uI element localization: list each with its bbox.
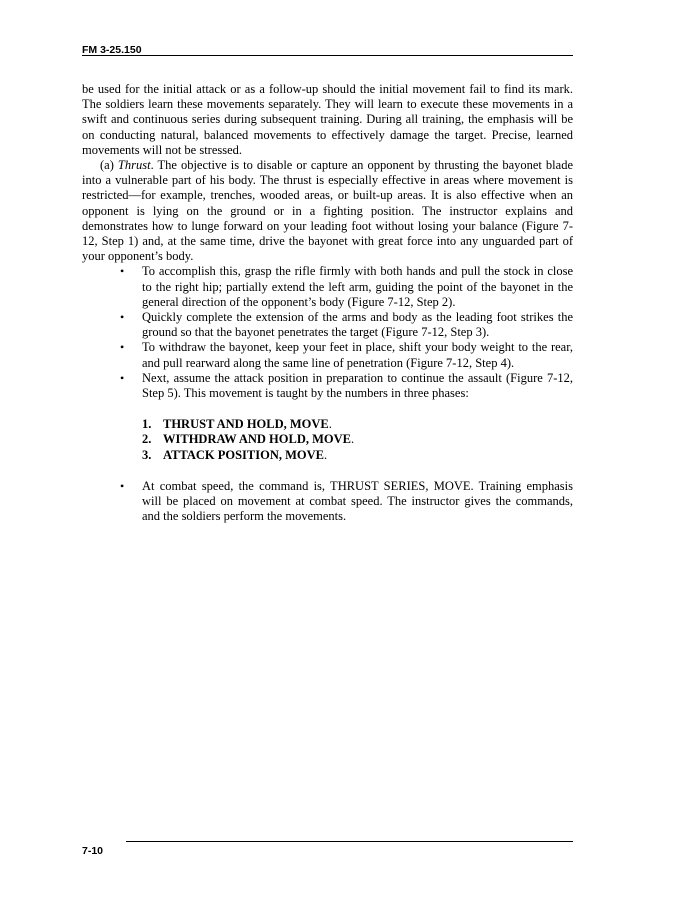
paragraph-thrust: [82, 158, 573, 264]
page-body: [82, 82, 573, 524]
document-id: FM 3-25.150: [82, 44, 142, 56]
list-item: [82, 340, 573, 370]
phase-command: THRUST AND HOLD, MOVE.: [163, 417, 332, 432]
phase-command: ATTACK POSITION, MOVE.: [163, 447, 328, 462]
paragraph-continuation: be used for the initial attack or as a follow-up should the initial movement fail to find its mark. The soldiers learn these movements separately. They will learn to execute these movements in a swift and continuous series during subsequent training. During all training, the emphasis will be on conducting natural, balanced movements to effectively damage the target. Precise, learned movements will not be stressed.: [82, 82, 573, 157]
bullet-text: At combat speed, the command is, THRUST SERIES, MOVE. Training emphasis will be placed on movement at combat speed. The instructor gives the commands, and the soldiers perform the movements.: [142, 478, 573, 524]
phase-command: WITHDRAW AND HOLD, MOVE.: [163, 432, 355, 447]
list-item: [82, 479, 573, 525]
command-phase: [82, 432, 573, 447]
list-item: [82, 264, 573, 310]
bullet-marker: •: [120, 310, 125, 325]
bullet-text: To accomplish this, grasp the rifle firmly with both hands and pull the stock in close to the right hip; partially extend the left arm, guiding the point of the bayonet in the general direction of the opponent’s body (Figure 7-12, Step 2).: [142, 264, 573, 309]
command-phase: [82, 448, 573, 463]
bullet-list-final: [82, 479, 573, 525]
list-item: [82, 310, 573, 340]
thrust-description: . The objective is to disable or capture an opponent by thrusting the bayonet blade into a vulnerable part of his body. The thrust is especially effective in areas where movement is restricted—for example, trenches, wooded areas, or built-up areas. It is also effective when an opponent is lying on the ground or in a fighting position. The instructor explains and demonstrates how to lunge forward on your leading foot without losing your balance (Figure 7-12, Step 1) and, at the same time, drive the bayonet with great force into any unguarded part of your opponent’s body.: [82, 158, 573, 264]
page-header: [82, 40, 573, 56]
bullet-marker: •: [120, 370, 125, 385]
phase-number: 2.: [142, 432, 152, 447]
page-number: 7-10: [82, 845, 104, 857]
thrust-term: Thrust: [117, 158, 151, 173]
bullet-list: [82, 264, 573, 401]
command-phase-list: [82, 417, 573, 463]
phase-number: 3.: [142, 447, 152, 462]
bullet-text: Next, assume the attack position in preparation to continue the assault (Figure 7-12, Step 5). This movement is taught by the numbers in three phases:: [142, 370, 573, 401]
bullet-marker: •: [120, 264, 125, 279]
list-item: [82, 371, 573, 401]
bullet-text: Quickly complete the extension of the arms and body as the leading foot strikes the ground so that the bayonet penetrates the target (Figure 7-12, Step 3).: [142, 310, 573, 340]
bullet-marker: •: [120, 478, 125, 493]
bullet-marker: •: [120, 340, 125, 355]
phase-number: 1.: [142, 417, 152, 432]
command-phase: [82, 417, 573, 432]
bullet-text: To withdraw the bayonet, keep your feet in place, shift your body weight to the rear, and pull rearward along the same line of penetration (Figure 7-12, Step 4).: [142, 340, 573, 370]
paragraph-label: (a): [100, 158, 118, 173]
footer-rule: [126, 841, 573, 842]
